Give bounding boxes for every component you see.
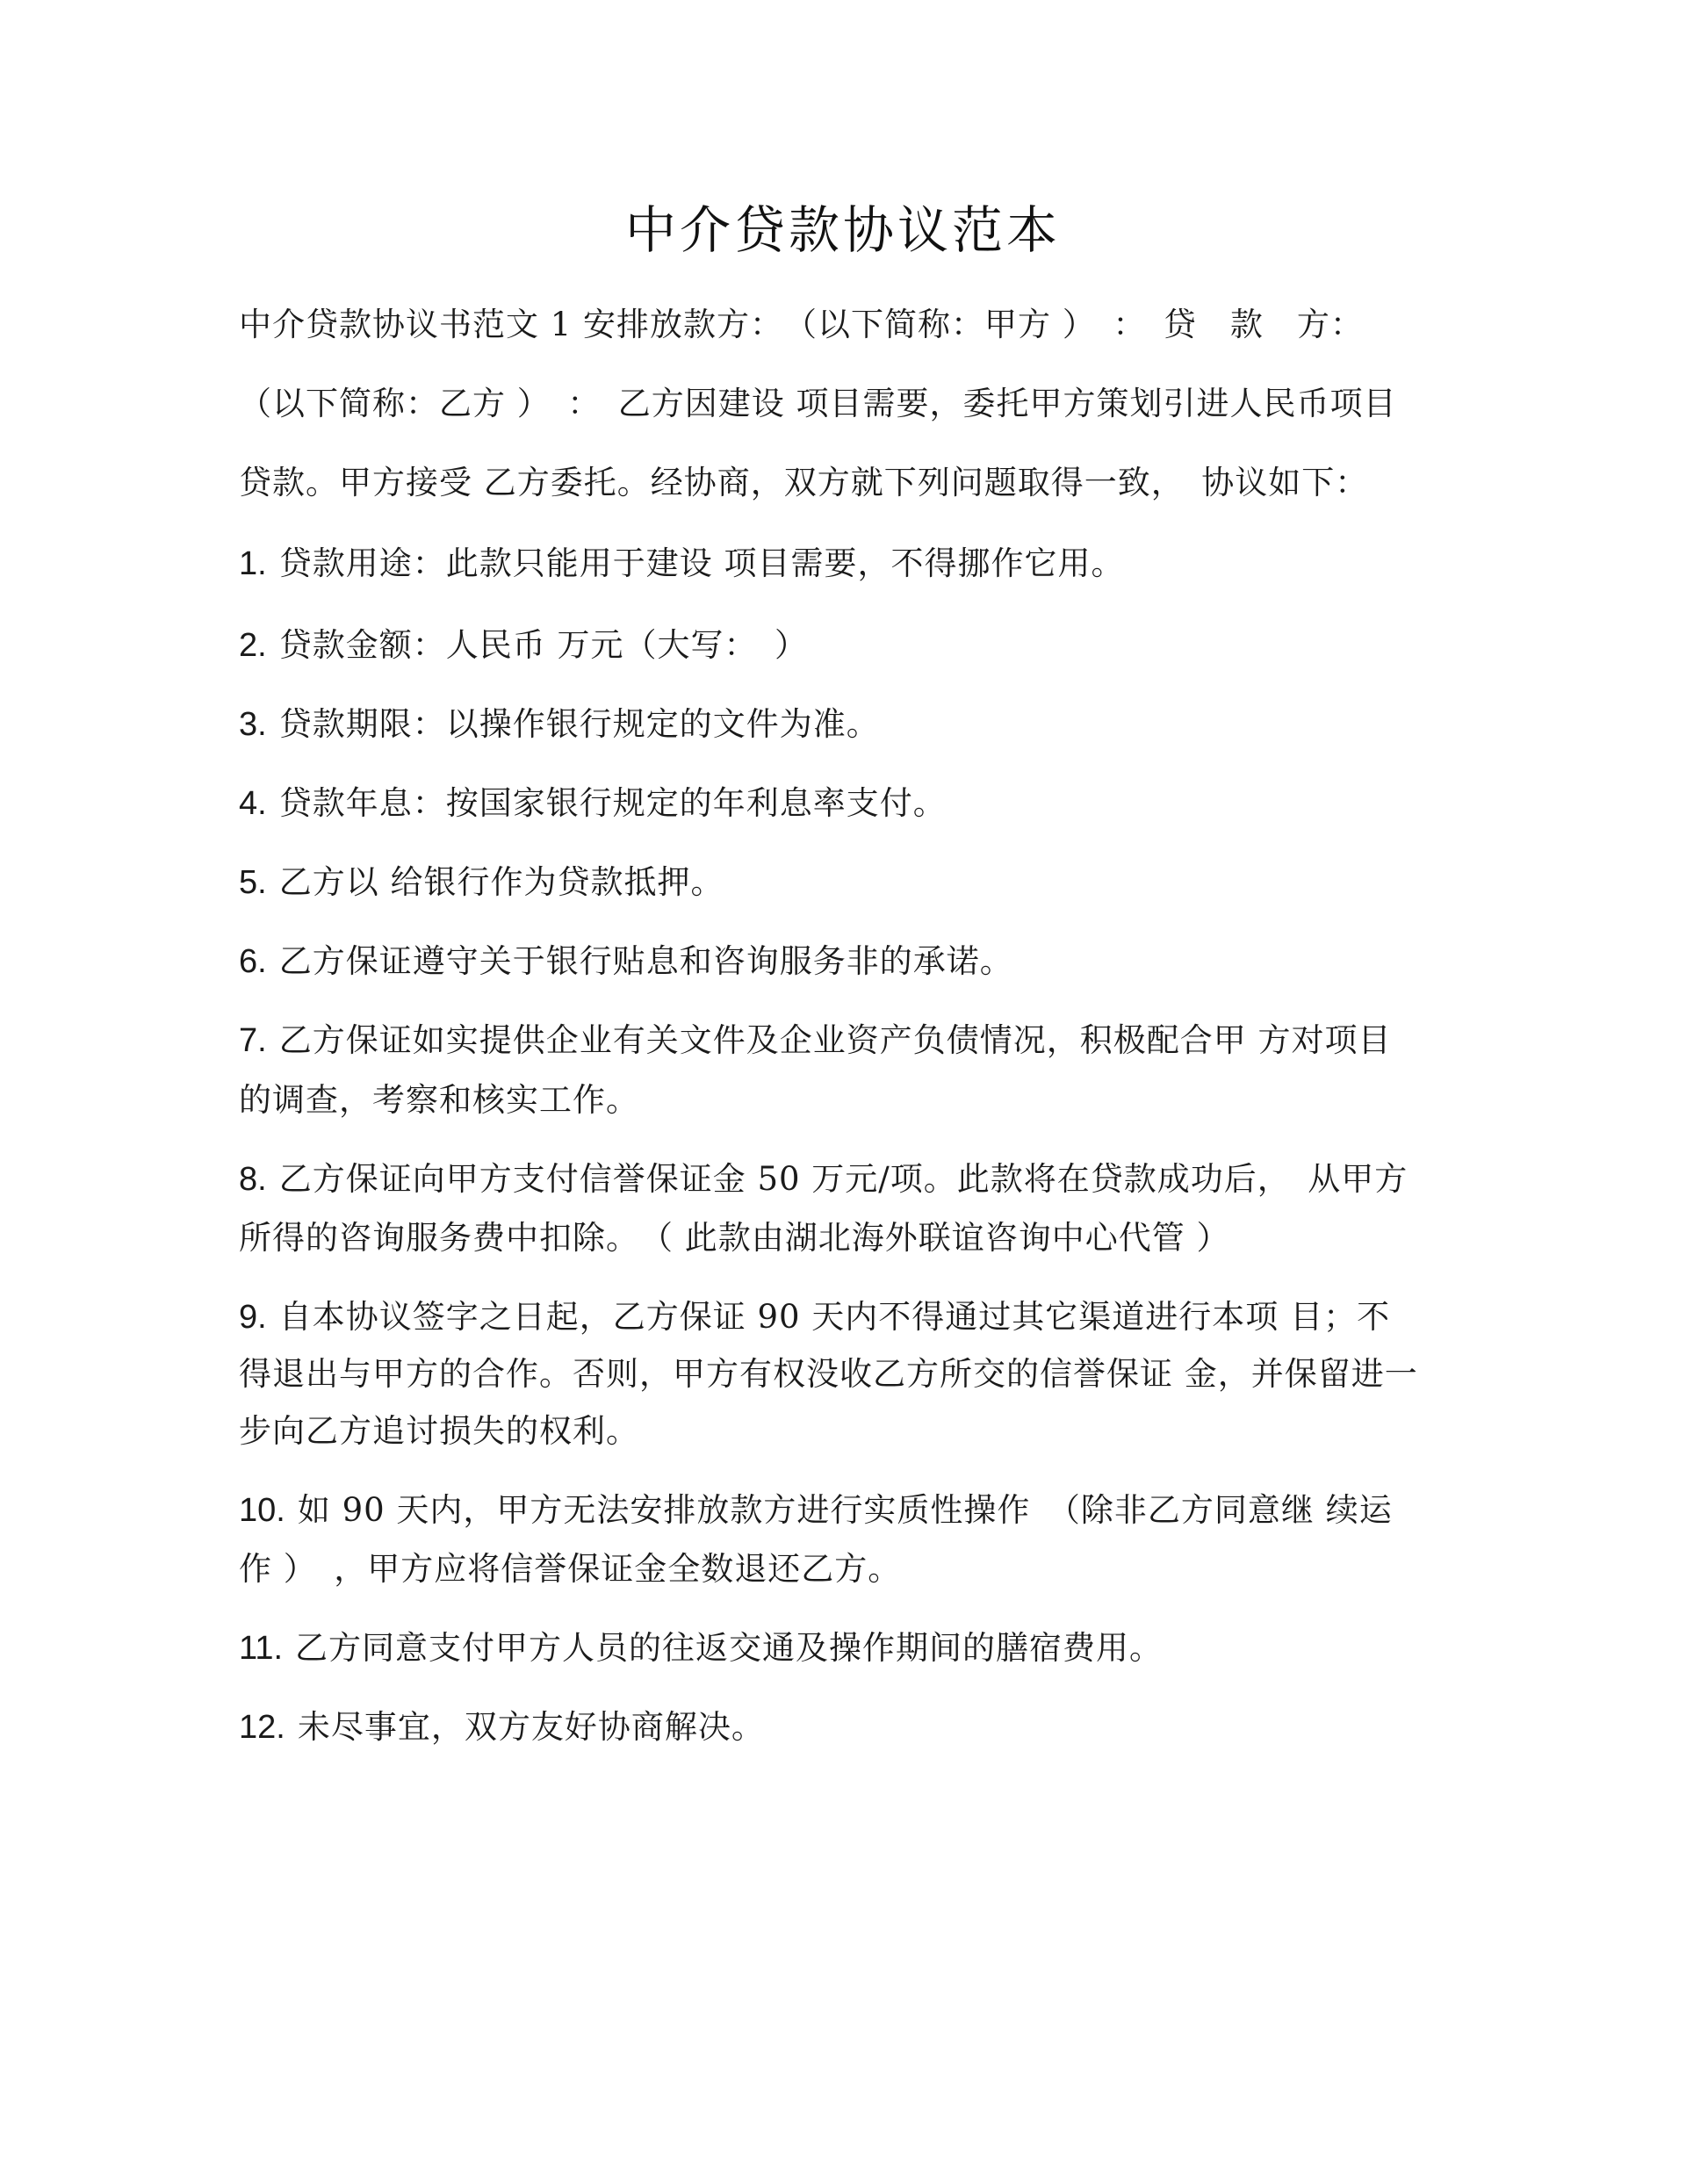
clause-text: 贷款用途：此款只能用于建设 项目需要，不得挪作它用。 [278,544,1125,582]
clause-number: 8. [239,1161,267,1198]
clause-11 [239,1626,1468,1670]
clause-number: 11. [239,1630,284,1667]
clause-12 [239,1705,1468,1749]
intro-line: 贷款。甲方接受 乙方委托。经协商，双方就下列问题取得一致， 协议如下： [239,464,1369,501]
clause-number: 1. [239,545,267,582]
clause-5 [239,861,1468,905]
clause-10 [239,1488,1468,1532]
clause-number: 2. [239,627,267,664]
clause-text: 乙方以 给银行作为贷款抵押。 [278,863,724,901]
clause-number: 7. [239,1022,267,1059]
clause-10-continuation: 作 ） ，甲方应将信誉保证金全数退还乙方。 [239,1550,902,1588]
clause-number: 9. [239,1299,267,1336]
clause-7 [239,1019,1468,1063]
intro-line: 中介贷款协议书范文 1 安排放款方： （以下简称：甲方 ） ： 贷 款 方： [239,306,1364,343]
clause-number: 6. [239,943,267,980]
clause-7-continuation: 的调查，考察和核实工作。 [239,1081,639,1119]
clause-text: 乙方保证如实提供企业有关文件及企业资产负债情况，积极配合甲 方对项目 [278,1021,1392,1059]
clause-number: 4. [239,785,267,822]
clause-number: 3. [239,706,267,743]
clause-text: 乙方保证向甲方支付信誉保证金 50 万元/项。此款将在贷款成功后， 从甲方 [278,1160,1409,1198]
clause-2 [239,623,1468,667]
clause-number: 10. [239,1492,285,1529]
clause-6 [239,940,1468,984]
document-title: 中介贷款协议范本 [624,200,1061,260]
clause-text: 乙方同意支付甲方人员的往返交通及操作期间的膳宿费用。 [295,1629,1164,1667]
intro-line: （以下简称：乙方 ） ： 乙方因建设 项目需要，委托甲方策划引进人民币项目 [239,385,1397,422]
clause-8 [239,1157,1468,1201]
clause-9 [239,1295,1468,1339]
clause-3 [239,703,1468,746]
clause-number: 12. [239,1709,285,1746]
clause-1 [239,542,1468,586]
clause-9-continuation: 步向乙方追讨损失的权利。 [239,1412,639,1450]
clause-text: 贷款期限：以操作银行规定的文件为准。 [278,705,880,743]
clause-text: 贷款年息：按国家银行规定的年利息率支付。 [278,784,947,822]
clause-text: 未尽事宜，双方友好协商解决。 [297,1708,765,1746]
clause-text: 贷款金额：人民币 万元（大写： ） [278,626,808,664]
clause-text: 乙方保证遵守关于银行贴息和咨询服务非的承诺。 [278,942,1013,980]
clause-text: 如 90 天内，甲方无法安排放款方进行实质性操作 （除非乙方同意继 续运 [297,1491,1393,1529]
clause-8-continuation: 所得的咨询服务费中扣除。 （ 此款由湖北海外联谊咨询中心代管 ） [239,1219,1230,1257]
clause-4 [239,782,1468,825]
clause-text: 自本协议签字之日起，乙方保证 90 天内不得通过其它渠道进行本项 目；不 [278,1298,1391,1336]
clause-9-continuation: 得退出与甲方的合作。否则，甲方有权没收乙方所交的信誉保证 金，并保留进一 [239,1355,1418,1393]
clause-number: 5. [239,864,267,901]
